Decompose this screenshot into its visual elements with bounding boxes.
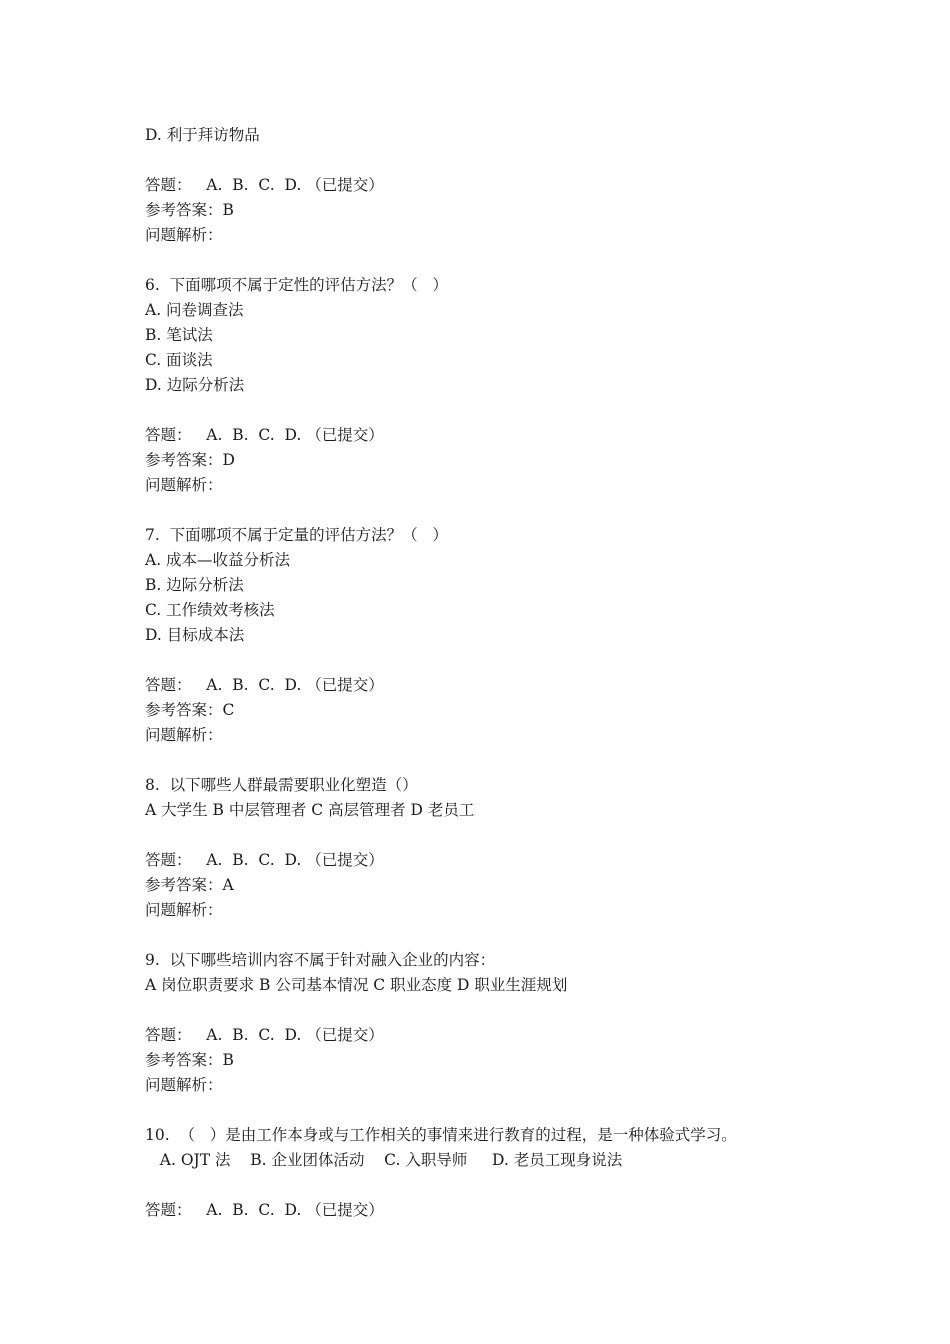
blank-line bbox=[145, 748, 845, 773]
options-inline: A 大学生 B 中层管理者 C 高层管理者 D 老员工 bbox=[145, 801, 475, 819]
question-8: 8. 以下哪些人群最需要职业化塑造（） bbox=[145, 776, 418, 794]
answer-row: 答题： A. B. C. D. （已提交） bbox=[145, 1026, 384, 1044]
blank-line bbox=[145, 998, 845, 1023]
options-inline: A. OJT 法 B. 企业团体活动 C. 入职导师 D. 老员工现身说法 bbox=[145, 1151, 623, 1169]
blank-line bbox=[145, 148, 845, 173]
answer-row: 答题： A. B. C. D. （已提交） bbox=[145, 851, 384, 869]
analysis-label: 问题解析： bbox=[145, 476, 223, 494]
option-a: A. 成本—收益分析法 bbox=[145, 551, 291, 569]
blank-line bbox=[145, 248, 845, 273]
option-a: A. 问卷调查法 bbox=[145, 301, 244, 319]
blank-line bbox=[145, 398, 845, 423]
blank-line bbox=[145, 923, 845, 948]
answer-row: 答题： A. B. C. D. （已提交） bbox=[145, 1201, 384, 1219]
question-10: 10. （ ）是由工作本身或与工作相关的事情来进行教育的过程，是一种体验式学习。 bbox=[145, 1126, 737, 1144]
option-d: D. 边际分析法 bbox=[145, 376, 245, 394]
answer-row: 答题： A. B. C. D. （已提交） bbox=[145, 176, 384, 194]
document-page bbox=[145, 123, 845, 1223]
option-d: D. 目标成本法 bbox=[145, 626, 245, 644]
reference-answer: 参考答案：B bbox=[145, 1051, 234, 1069]
reference-answer: 参考答案：C bbox=[145, 701, 235, 719]
analysis-label: 问题解析： bbox=[145, 901, 223, 919]
option-c: C. 工作绩效考核法 bbox=[145, 601, 275, 619]
reference-answer: 参考答案：B bbox=[145, 201, 234, 219]
blank-line bbox=[145, 1098, 845, 1123]
option-c: C. 面谈法 bbox=[145, 351, 213, 369]
answer-row: 答题： A. B. C. D. （已提交） bbox=[145, 676, 384, 694]
blank-line bbox=[145, 823, 845, 848]
reference-answer: 参考答案：D bbox=[145, 451, 235, 469]
question-9: 9. 以下哪些培训内容不属于针对融入企业的内容： bbox=[145, 951, 496, 969]
blank-line bbox=[145, 1173, 845, 1198]
options-inline: A 岗位职责要求 B 公司基本情况 C 职业态度 D 职业生涯规划 bbox=[145, 976, 568, 994]
option-b: B. 笔试法 bbox=[145, 326, 213, 344]
option-d: D. 利于拜访物品 bbox=[145, 126, 260, 144]
blank-line bbox=[145, 648, 845, 673]
blank-line bbox=[145, 498, 845, 523]
question-7: 7. 下面哪项不属于定量的评估方法？（ ） bbox=[145, 526, 448, 544]
answer-row: 答题： A. B. C. D. （已提交） bbox=[145, 426, 384, 444]
question-6: 6. 下面哪项不属于定性的评估方法？（ ） bbox=[145, 276, 448, 294]
reference-answer: 参考答案：A bbox=[145, 876, 234, 894]
analysis-label: 问题解析： bbox=[145, 726, 223, 744]
analysis-label: 问题解析： bbox=[145, 226, 223, 244]
option-b: B. 边际分析法 bbox=[145, 576, 244, 594]
analysis-label: 问题解析： bbox=[145, 1076, 223, 1094]
